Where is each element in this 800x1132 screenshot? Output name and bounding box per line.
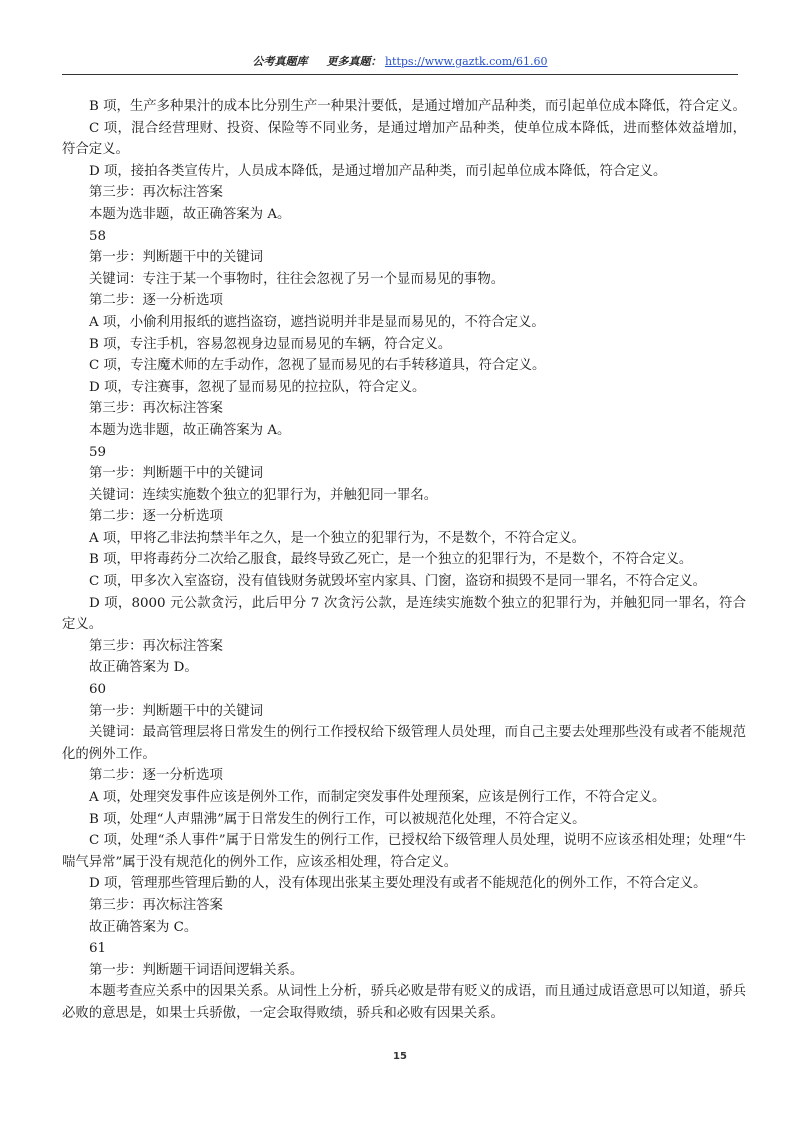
paragraph: 第一步：判断题干中的关键词 (89, 250, 264, 266)
question-number: 61 (89, 941, 107, 957)
paragraph: A 项，处理突发事件应该是例外工作，而制定突发事件处理预案，应该是例行工作，不符合定义。 (89, 790, 666, 805)
paragraph: 本题考查应关系中的因果关系。从词性上分析，骄兵必败是带有贬义的成语，而且通过成语意思可以知道，骄兵必败的意思是，如果士兵骄傲，一定会取得败绩，骄兵和必败有因果关系。 (62, 984, 746, 1021)
paragraph: A 项，甲将乙非法拘禁半年之久，是一个独立的犯罪行为，不是数个，不符合定义。 (89, 530, 585, 546)
paragraph: 第二步：逐一分析选项 (89, 509, 223, 525)
header-divider (62, 74, 738, 75)
paragraph: B 项，甲将毒药分二次给乙服食，最终导致乙死亡，是一个独立的犯罪行为，不是数个，不符合定义。 (89, 552, 693, 568)
header-brand: 公考真题库 (252, 55, 308, 68)
paragraph: 关键词：专注于某一个事物时，往往会忽视了另一个显而易见的事物。 (89, 271, 505, 287)
paragraph: 关键词：最高管理层将日常发生的例行工作授权给下级管理人员处理，而自己主要去处理那些没有或者不能规范化的例外工作。 (62, 725, 746, 762)
paragraph: 故正确答案为 D。 (89, 660, 198, 676)
paragraph: A 项，小偷利用报纸的遮挡盗窃，遮挡说明并非是显而易见的，不符合定义。 (89, 314, 545, 330)
paragraph: C 项，处理“杀人事件”属于日常发生的例行工作，已授权给下级管理人员处理，说明不应该丞相处理；处理“牛喘气异常”属于没有规范化的例外工作，应该丞相处理，符合定义。 (62, 833, 746, 870)
paragraph: C 项，专注魔术师的左手动作，忽视了显而易见的右手转移道具，符合定义。 (89, 358, 546, 374)
page-header (62, 52, 738, 72)
paragraph: 第三步：再次标注答案 (89, 638, 223, 654)
header-label: 更多真题： (326, 55, 382, 68)
paragraph: 本题为选非题，故正确答案为 A。 (89, 206, 291, 222)
question-number: 60 (89, 682, 107, 698)
paragraph: B 项，生产多种果汁的成本比分别生产一种果汁要低，是通过增加产品种类，而引起单位成本降低，符合定义。 (89, 99, 746, 114)
paragraph: 故正确答案为 C。 (89, 919, 198, 935)
document-body (62, 96, 746, 1025)
paragraph: 第三步：再次标注答案 (89, 897, 223, 913)
paragraph: 第一步：判断题干中的关键词 (89, 703, 264, 719)
paragraph: 第二步：逐一分析选项 (89, 768, 223, 784)
paragraph: 第二步：逐一分析选项 (89, 293, 223, 309)
question-number: 58 (89, 228, 107, 244)
header-url-link[interactable]: https://www.gaztk.com/61.60 (384, 55, 548, 68)
paragraph: 第三步：再次标注答案 (89, 185, 223, 201)
paragraph: B 项，专注手机，容易忽视身边显而易见的车辆，符合定义。 (89, 336, 452, 352)
page-number: 15 (393, 1051, 407, 1062)
paragraph: D 项，管理那些管理后勤的人，没有体现出张某主要处理没有或者不能规范化的例外工作，不符合定义。 (89, 876, 707, 892)
paragraph: 第一步：判断题干词语间逻辑关系。 (89, 962, 304, 978)
paragraph: 本题为选非题，故正确答案为 A。 (89, 422, 291, 438)
paragraph: 第一步：判断题干中的关键词 (89, 466, 264, 482)
paragraph: D 项，接拍各类宣传片，人员成本降低，是通过增加产品种类，而引起单位成本降低，符合定义。 (89, 163, 667, 179)
paragraph: 第三步：再次标注答案 (89, 401, 223, 417)
paragraph: D 项，专注赛事，忽视了显而易见的拉拉队，符合定义。 (89, 379, 426, 395)
paragraph: D 项，8000 元公款贪污，此后甲分 7 次贪污公款，是连续实施数个独立的犯罪行为，并触犯同一罪名，符合定义。 (62, 595, 746, 633)
paragraph: B 项，处理“人声鼎沸”属于日常发生的例行工作，可以被规范化处理，不符合定义。 (89, 811, 586, 827)
paragraph: C 项，混合经营理财、投资、保险等不同业务，是通过增加产品种类，使单位成本降低，进而整体效益增加，符合定义。 (62, 120, 746, 158)
paragraph: 关键词：连续实施数个独立的犯罪行为，并触犯同一罪名。 (89, 487, 438, 503)
question-number: 59 (89, 444, 107, 460)
paragraph: C 项，甲多次入室盗窃，没有值钱财务就毁坏室内家具、门窗，盗窃和损毁不是同一罪名，不符合定义。 (89, 574, 707, 590)
